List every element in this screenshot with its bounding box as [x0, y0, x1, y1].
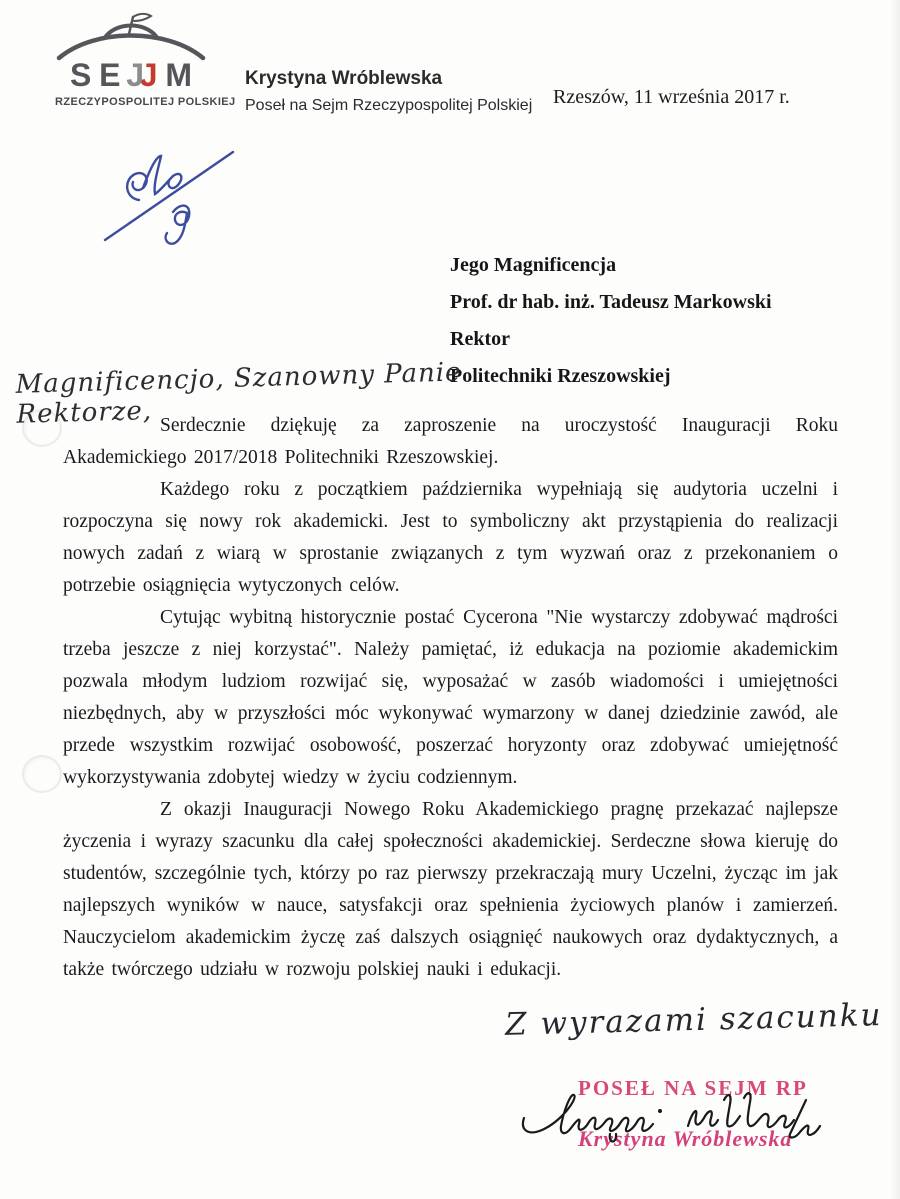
dateline: Rzeszów, 11 września 2017 r.: [553, 86, 790, 108]
handwritten-initials-paraph: [95, 136, 245, 251]
sejm-dome-icon: [55, 12, 207, 62]
logo-letter-m: M: [165, 57, 192, 93]
logo-letter-j-red: J: [139, 57, 158, 93]
recipient-institution: Politechniki Rzeszowskiej: [450, 365, 671, 387]
hole-punch-bottom: [22, 755, 62, 793]
recipient-honorific: Jego Magnificencja: [450, 254, 617, 276]
sejm-logo: [55, 12, 236, 108]
handwritten-salutation: Magnificencjo, Szanowny Panie Rektorze,: [15, 357, 462, 430]
recipient-name: Prof. dr hab. inż. Tadeusz Markowski: [450, 291, 772, 313]
body-paragraph-3: Cytując wybitną historycznie postać Cycerona "Nie wystarczy zdobywać mądrości trzeba jeszcze z niej korzystać". Należy pamiętać, iż edukacja na poziomie akademickim pozwala młodym ludziom rozwijać się, wyposażać w zasób wiadomości i umiejętności niezbędnych, aby w przyszłości móc wykonywać wymarzony w danej dziedzinie zawód, ale przede wszystkim rozwijać osobowość, poszerzać horyzonty oraz zdobywać umiejętność wykorzystywania zdobytej wiedzy w życiu codziennym.: [63, 607, 838, 788]
body-paragraph-1: Serdecznie dziękuję za zaproszenie na uroczystość Inauguracji Roku Akademickiego 2017/2018 Politechniki Rzeszowskiej.: [63, 415, 838, 468]
body-paragraph-2: Każdego roku z początkiem października wypełniają się audytoria uczelni i rozpoczyna się nowy rok akademicki. Jest to symboliczny akt przystąpienia do realizacji nowych zadań z wiarą w sprostanie związanych z tym wyzwań oraz z przekonaniem o potrzebie osiągnięcia wytyczonych celów.: [63, 479, 838, 596]
recipient-role: Rektor: [450, 328, 510, 350]
sender-block: [245, 68, 532, 115]
body-paragraph-4: Z okazji Inauguracji Nowego Roku Akademickiego pragnę przekazać najlepsze życzenia i wyrazy szacunku dla całej społeczności akademickiej. Serdeczne słowa kieruję do studentów, szczególnie tych, którzy po raz pierwszy przekraczają mury Uczelni, życząc im jak najlepszych wyników w nauce, satysfakcji oraz spełnienia życiowych planów i zamierzeń. Nauczycielom akademickim życzę zaś dalszych osiągnięć naukowych oraz dydaktycznych, a także twórczego udziału w rozwoju polskiej nauki i edukacji.: [63, 799, 838, 980]
logo-letter-e: E: [99, 57, 121, 93]
signature-scribble: [518, 1082, 830, 1148]
logo-letter-s: S: [70, 57, 92, 93]
stamp-role-text: POSEŁ NA SEJM RP: [578, 1076, 808, 1100]
stamp-name-text: Krystyna Wróblewska: [578, 1126, 793, 1151]
logo-letter-j-gray: J: [126, 57, 145, 93]
sejm-logo-subtitle: RZECZYPOSPOLITEJ POLSKIEJ: [55, 96, 236, 108]
letter-body: [63, 410, 838, 986]
sender-name: Krystyna Wróblewska: [245, 68, 443, 89]
handwritten-closing: Z wyrazami szacunku: [504, 997, 883, 1043]
sender-title: Poseł na Sejm Rzeczypospolitej Polskiej: [245, 97, 533, 114]
scan-edge-shadow: [890, 0, 900, 1199]
sejm-logo-letters: [70, 58, 192, 92]
